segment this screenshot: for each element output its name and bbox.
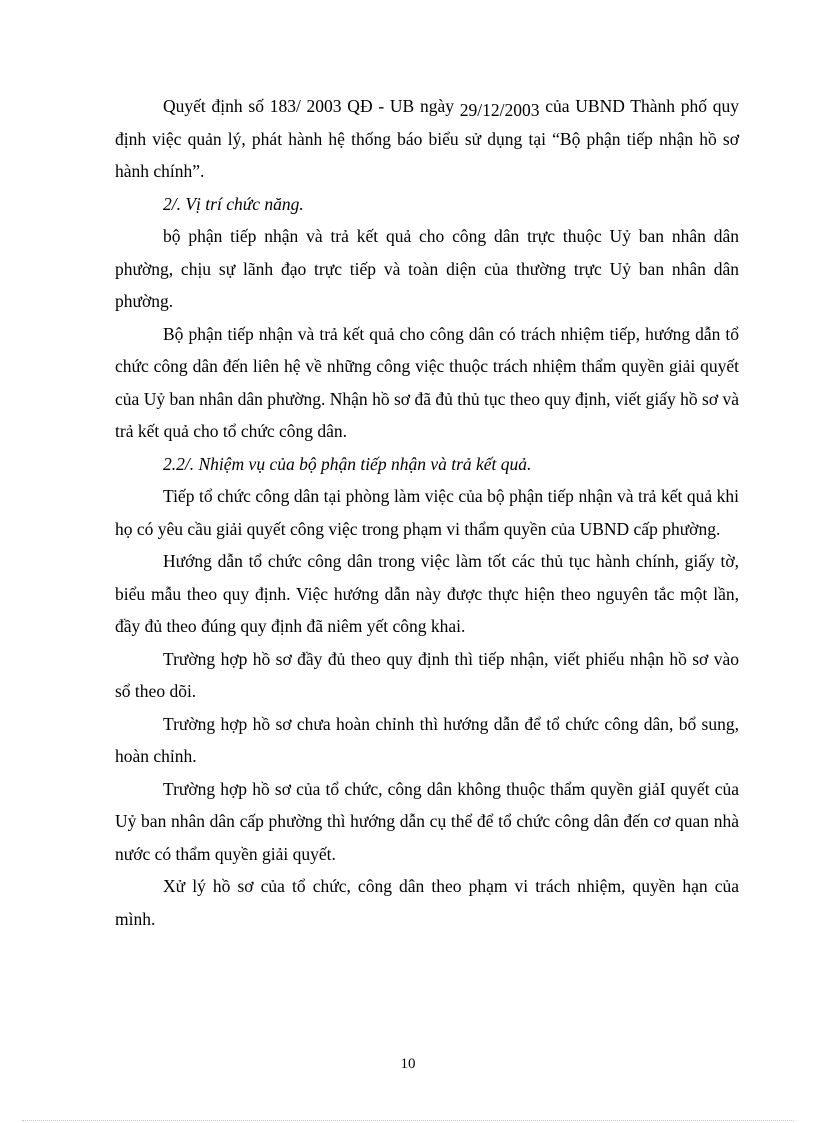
page-bottom-divider [22, 1120, 794, 1121]
paragraph-case-out-of-scope: Trường hợp hồ sơ của tổ chức, công dân không thuộc thẩm quyền giảI quyết của Uỷ ban nhân dân cấp phường thì hướng dẫn cụ thể để tổ chức công dân đến cơ quan nhà nước có thẩm quyền giải quyết. [115, 778, 739, 864]
paragraph-case-incomplete: Trường hợp hồ sơ chưa hoàn chỉnh thì hướng dẫn để tổ chức công dân, bổ sung, hoàn chỉnh. [115, 713, 739, 766]
paragraph-duty-receive: Tiếp tổ chức công dân tại phòng làm việc của bộ phận tiếp nhận và trả kết quả khi họ có yêu cầu giải quyết công việc trong phạm vi thẩm quyền của UBND cấp phường. [115, 486, 739, 539]
paragraph-position: bộ phận tiếp nhận và trả kết quả cho công dân trực thuộc Uỷ ban nhân dân phường, chịu sự lãnh đạo trực tiếp và toàn diện của thường trực Uỷ ban nhân dân phường. [115, 226, 739, 311]
document-body [115, 90, 739, 935]
paragraph-duty-guide: Hướng dẫn tổ chức công dân trong việc làm tốt các thủ tục hành chính, giấy tờ, biểu mẫu theo quy định. Việc hướng dẫn này được thực hiện theo nguyên tắc một lần, đầy đủ theo đúng quy định đã niêm yết công khai. [115, 551, 739, 636]
paragraph-responsibility: Bộ phận tiếp nhận và trả kết quả cho công dân có trách nhiệm tiếp, hướng dẫn tổ chức công dân đến liên hệ về những công việc thuộc trách nhiệm thẩm quyền giải quyết của Uỷ ban nhân dân phường. Nhận hồ sơ đã đủ thủ tục theo quy định, viết giấy hồ sơ và trả kết quả cho tổ chức công dân. [115, 323, 739, 441]
paragraph-decision-text: Quyết định số 183/ 2003 QĐ - UB ngày [163, 96, 460, 116]
paragraph-decision [115, 90, 739, 188]
paragraph-handle-records: Xử lý hồ sơ của tổ chức, công dân theo phạm vi trách nhiệm, quyền hạn của mình. [115, 876, 739, 929]
section-heading-position-function: 2/. Vị trí chức năng. [163, 193, 304, 214]
section-heading-duties: 2.2/. Nhiệm vụ của bộ phận tiếp nhận và trả kết quả. [163, 453, 532, 474]
paragraph-decision-text-end: của UBND Thành phố quy định việc quản lý, phát hành hệ thống báo biểu sử dụng tại “Bộ phận tiếp nhận hồ sơ hành chính”. [115, 96, 740, 181]
paragraph-case-complete: Trường hợp hồ sơ đầy đủ theo quy định thì tiếp nhận, viết phiếu nhận hồ sơ vào sổ theo dõi. [115, 648, 739, 701]
page-number: 10 [400, 1056, 416, 1072]
decision-date: 29/12/2003 [459, 100, 540, 120]
